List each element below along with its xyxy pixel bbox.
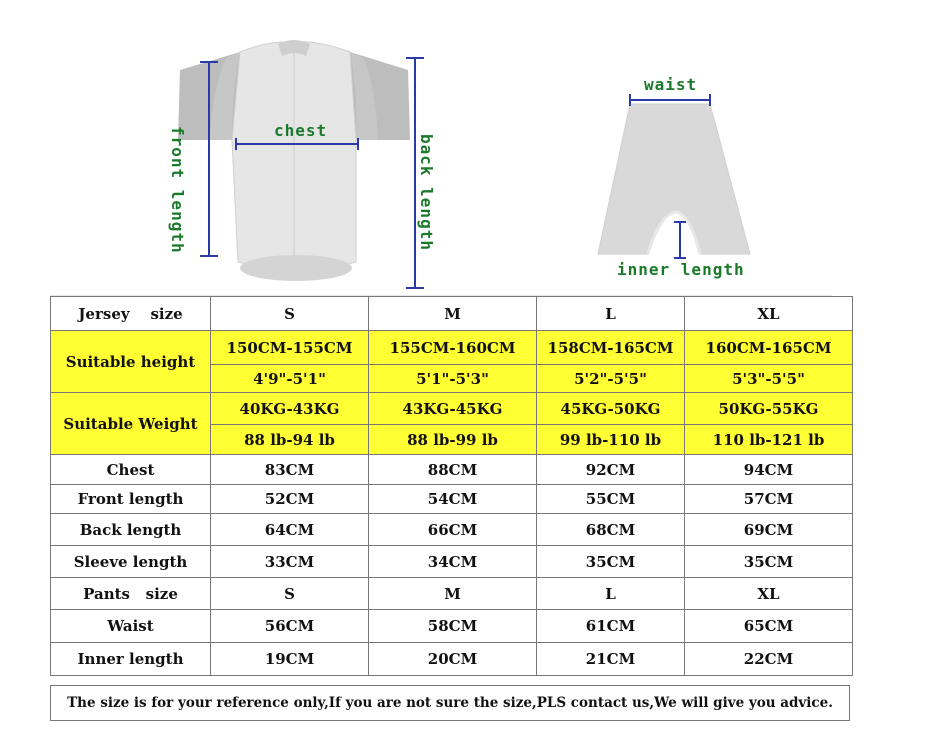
back-length-m: 66CM [369,514,537,546]
weight-lb-m: 88 lb-99 lb [369,425,537,455]
weight-kg-m: 43KG-45KG [369,393,537,425]
chest-row [51,455,853,485]
jersey-illustration [178,40,424,288]
back-length-label: back length [417,134,436,251]
size-table [50,296,853,676]
sleeve-length-l: 35CM [537,546,685,578]
inner-length-row [51,643,853,676]
pants-shape [598,104,750,254]
size-m-header: M [369,297,537,331]
pants-size-l-header: L [537,578,685,610]
chest-l: 92CM [537,455,685,485]
height-cm-xl: 160CM-165CM [685,331,853,365]
front-length-row [51,485,853,514]
front-length-m: 54CM [369,485,537,514]
weight-lb-s: 88 lb-94 lb [211,425,369,455]
sleeve-length-row [51,546,853,578]
reference-note: The size is for your reference only,If you are not sure the size,PLS contact us,We will give you advice. [50,685,850,721]
suitable-height-label: Suitable height [51,331,211,393]
size-l-header: L [537,297,685,331]
size-diagram [0,0,950,296]
waist-xl: 65CM [685,610,853,643]
pants-size-xl-header: XL [685,578,853,610]
size-xl-header: XL [685,297,853,331]
row-label: Back length [51,514,211,546]
height-cm-s: 150CM-155CM [211,331,369,365]
pants-header-row [51,578,853,610]
weight-lb-xl: 110 lb-121 lb [685,425,853,455]
row-label: Inner length [51,643,211,676]
back-length-row [51,514,853,546]
height-ft-xl: 5'3"-5'5" [685,365,853,393]
row-label: Sleeve length [51,546,211,578]
chest-label: chest [274,121,328,140]
chest-m: 88CM [369,455,537,485]
jersey-size-header: Jersey size [51,297,211,331]
jersey-hem [240,255,352,281]
row-label: Chest [51,455,211,485]
weight-kg-xl: 50KG-55KG [685,393,853,425]
pants-illustration [598,94,750,258]
front-length-l: 55CM [537,485,685,514]
row-label: Front length [51,485,211,514]
front-length-label: front length [168,126,187,254]
weight-lb-l: 99 lb-110 lb [537,425,685,455]
inner-length-s: 19CM [211,643,369,676]
pants-size-header: Pants size [51,578,211,610]
sleeve-length-xl: 35CM [685,546,853,578]
height-ft-l: 5'2"-5'5" [537,365,685,393]
inner-length-xl: 22CM [685,643,853,676]
back-length-l: 68CM [537,514,685,546]
back-length-s: 64CM [211,514,369,546]
waist-row [51,610,853,643]
back-length-xl: 69CM [685,514,853,546]
front-length-xl: 57CM [685,485,853,514]
waist-s: 56CM [211,610,369,643]
pants-size-m-header: M [369,578,537,610]
height-cm-l: 158CM-165CM [537,331,685,365]
suitable-weight-kg-row [51,393,853,425]
row-label: Waist [51,610,211,643]
inner-length-label: inner length [617,260,745,279]
waist-label: waist [644,75,698,94]
suitable-height-cm-row [51,331,853,365]
inner-length-l: 21CM [537,643,685,676]
sleeve-length-m: 34CM [369,546,537,578]
jersey-header-row [51,297,853,331]
weight-kg-s: 40KG-43KG [211,393,369,425]
height-ft-s: 4'9"-5'1" [211,365,369,393]
weight-kg-l: 45KG-50KG [537,393,685,425]
waist-l: 61CM [537,610,685,643]
chest-s: 83CM [211,455,369,485]
height-cm-m: 155CM-160CM [369,331,537,365]
waist-m: 58CM [369,610,537,643]
size-s-header: S [211,297,369,331]
height-ft-m: 5'1"-5'3" [369,365,537,393]
sleeve-length-s: 33CM [211,546,369,578]
front-length-s: 52CM [211,485,369,514]
pants-size-s-header: S [211,578,369,610]
chest-xl: 94CM [685,455,853,485]
inner-length-m: 20CM [369,643,537,676]
suitable-weight-label: Suitable Weight [51,393,211,455]
garment-illustration [0,0,950,296]
